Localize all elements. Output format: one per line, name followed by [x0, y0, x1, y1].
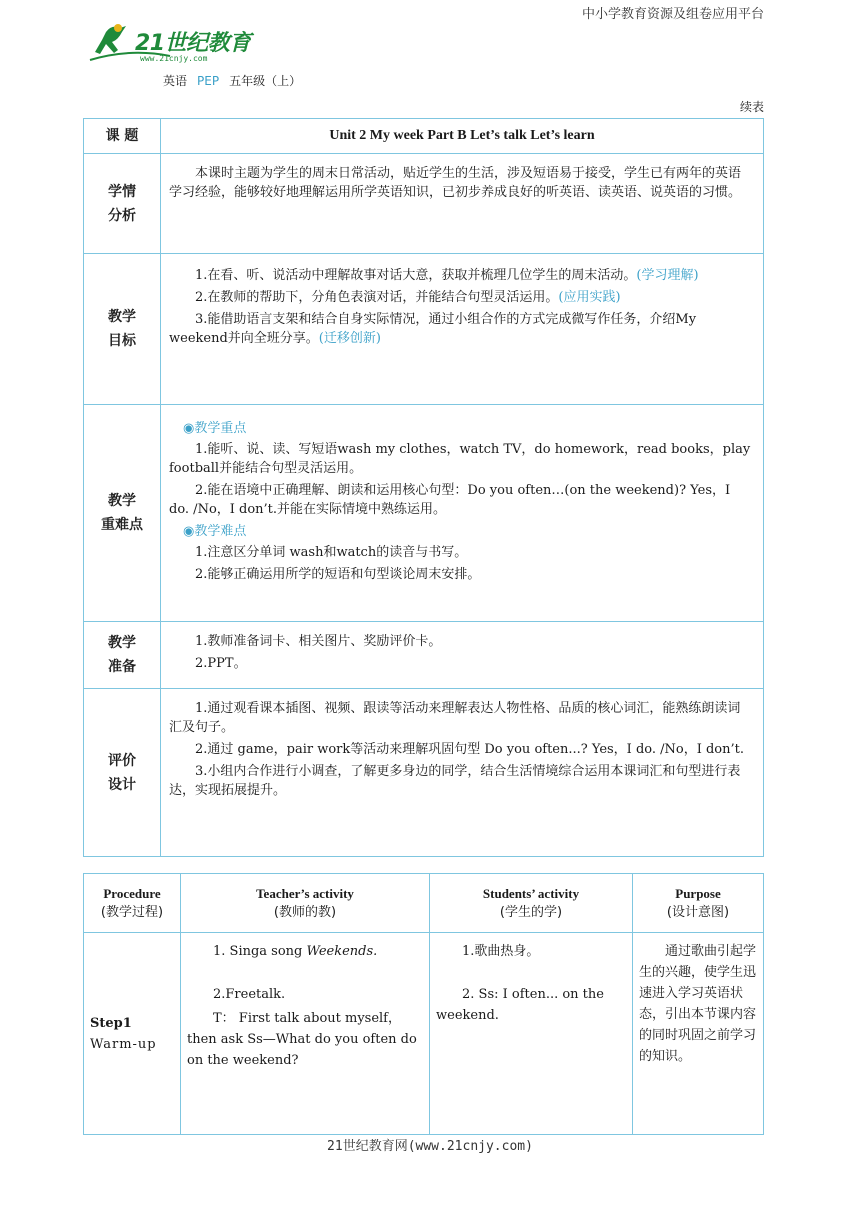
difficulty-2: 2.能够正确运用所学的短语和句型谈论周末安排。	[195, 567, 481, 582]
header-procedure: Procedure (教学过程)	[84, 874, 181, 933]
key-point-2: 2.能在语境中正确理解、朗读和运用核心句型：Do you often…(on the weekend)? Yes，I do. /No，I don’t.并能在实际情境中熟练运用。	[169, 483, 731, 517]
header-teacher: Teacher’s activity (教师的教)	[181, 874, 430, 933]
step1-row	[84, 933, 764, 1135]
teacher-activity: 1. Singa song Weekends. 2.Freetalk. T： First talk about myself，then ask Ss—What do you often do on the weekend?	[181, 933, 430, 1135]
logo-url: www.21cnjy.com	[140, 54, 208, 63]
logo-text: 21世纪教育	[135, 31, 251, 56]
topic-row	[84, 119, 764, 154]
evaluation-row	[84, 689, 764, 857]
preparation-row	[84, 622, 764, 689]
continued-label: 续表	[739, 100, 764, 114]
procedure-table	[83, 873, 764, 1135]
topic-title: Unit 2 My week Part B Let’s talk Let’s learn	[161, 119, 764, 154]
purpose-cell: 通过歌曲引起学生的兴趣，使学生迅速进入学习英语状态，引出本节课内容的同时巩固之前学习的知识。	[633, 933, 764, 1135]
grade: 五年级（上）	[229, 74, 302, 88]
evaluation-label: 评价 设计	[84, 689, 161, 857]
platform-name: 中小学教育资源及组卷应用平台	[581, 7, 764, 22]
key-points-label: 教学 重难点	[84, 405, 161, 622]
goal-1: 1.在看、听、说活动中理解故事对话大意，获取并梳理几位学生的周末活动。(学习理解)	[195, 268, 699, 283]
key-point-1: 1.能听、说、读、写短语wash my clothes，watch TV，do homework，read books，play football并能结合句型灵活运用。	[169, 442, 751, 476]
goals-content	[161, 254, 764, 405]
header-students: Students’ activity (学生的学)	[430, 874, 633, 933]
subject: 英语	[163, 74, 188, 88]
footer: 21世纪教育网(www.21cnjy.com)	[327, 1139, 533, 1154]
preparation-label: 教学 准备	[84, 622, 161, 689]
procedure-header-row	[84, 874, 764, 933]
analysis-row	[84, 154, 764, 254]
analysis-label: 学情 分析	[84, 154, 161, 254]
preparation-content: 1.教师准备词卡、相关图片、奖励评价卡。 2.PPT。	[161, 622, 764, 689]
topic-label: 课 题	[84, 119, 161, 154]
goal-3: 3.能借助语言支架和结合自身实际情况，通过小组合作的方式完成微写作任务，介绍My weekend并向全班分享。(迁移创新)	[169, 312, 697, 346]
difficulty-1: 1.注意区分单词 wash和watch的读音与书写。	[195, 545, 468, 560]
goal-2: 2.在教师的帮助下，分角色表演对话，并能结合句型灵活运用。(应用实践)	[195, 290, 621, 305]
students-activity: 1.歌曲热身。 2. Ss: I often... on the weekend.	[430, 933, 633, 1135]
evaluation-content: 1.通过观看课本插图、视频、跟读等活动来理解表达人物性格、品质的核心词汇，能熟练朗读词汇及句子。 2.通过 game，pair work等活动来理解巩固句型 Do you often...? Yes，I do. /No，I don’t. 3.小组内合作进行小调查，了解更多身边的同学，结合生活情境综合运用本课词汇和句型进行表达，实现拓展提升。	[161, 689, 764, 857]
key-title: ◉教学重点	[183, 421, 247, 436]
difficulty-title: ◉教学难点	[183, 524, 247, 539]
header-purpose: Purpose (设计意图)	[633, 874, 764, 933]
key-points-row	[84, 405, 764, 622]
key-points-content	[161, 405, 764, 622]
goals-row	[84, 254, 764, 405]
edition: PEP	[197, 74, 220, 88]
lesson-plan-table	[83, 118, 764, 857]
step-cell: Step1 Warm-up	[84, 933, 181, 1135]
subject-line	[163, 72, 301, 89]
goals-label: 教学 目标	[84, 254, 161, 405]
analysis-content: 本课时主题为学生的周末日常活动，贴近学生的生活，涉及短语易于接受，学生已有两年的英语学习经验，能够较好地理解运用所学英语知识，已初步养成良好的听英语、读英语、说英语的习惯。	[161, 154, 764, 254]
